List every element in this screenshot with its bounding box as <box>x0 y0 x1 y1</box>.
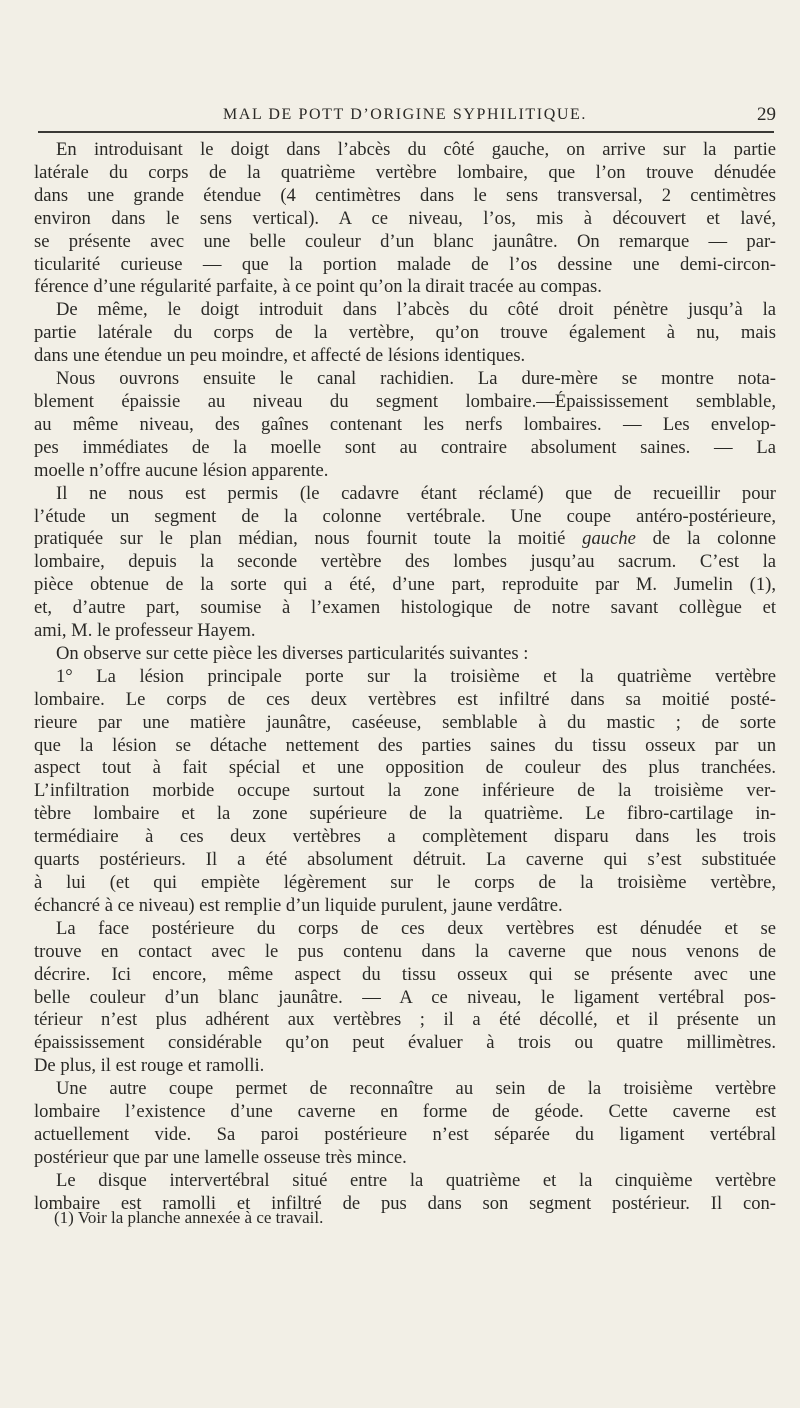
text-line: pièce obtenue de la sorte qui a été, d’une part, reproduite par M. Jumelin (1), <box>34 574 776 596</box>
text-line: que la lésion se détache nettement des parties saines du tissu osseux par un <box>34 734 776 756</box>
header-rule <box>38 131 774 133</box>
running-head-title: MAL DE POTT D’ORIGINE SYPHILITIQUE. <box>223 106 587 123</box>
text-line: actuellement vide. Sa paroi postérieure n’est séparée du ligament vertébral <box>34 1123 776 1145</box>
text-line: ticularité curieuse — que la portion malade de l’os dessine une demi-circon- <box>34 253 776 275</box>
text-line: à lui (et qui empiète légèrement sur le corps de la troisième vertèbre, <box>34 872 776 893</box>
text-line: Le disque intervertébral situé entre la quatrième et la cinquième vertèbre <box>56 1169 776 1191</box>
text-line: aspect tout à fait spécial et une opposition de couleur des plus tranchées. <box>34 757 776 779</box>
text-line: L’infiltration morbide occupe surtout la zone inférieure de la troisième ver- <box>34 780 776 802</box>
text-line: Nous ouvrons ensuite le canal rachidien. La dure-mère se montre nota- <box>56 368 776 390</box>
text-line: environ dans le sens vertical). A ce niveau, l’os, mis à découvert et lavé, <box>34 207 776 229</box>
page <box>34 0 776 1408</box>
text-line: lombaire l’existence d’une caverne en forme de géode. Cette caverne est <box>34 1101 776 1123</box>
running-head <box>34 104 776 126</box>
text-line: Il ne nous est permis (le cadavre étant réclamé) que de recueillir pour <box>56 482 776 504</box>
text-line: De plus, il est rouge et ramolli. <box>34 1055 265 1077</box>
text-line: échancré à ce niveau) est remplie d’un liquide purulent, jaune verdâtre. <box>34 894 563 916</box>
text-line: décrire. Ici encore, même aspect du tissu osseux qui se présente avec une <box>34 963 776 985</box>
text-line: Une autre coupe permet de reconnaître au sein de la troisième vertèbre <box>56 1078 776 1100</box>
text-line: On observe sur cette pièce les diverses particularités suivantes : <box>56 642 529 664</box>
text-line: ami, M. le professeur Hayem. <box>34 620 256 642</box>
text-line: latérale du corps de la quatrième vertèbre lombaire, que l’on trouve dénudée <box>34 161 776 183</box>
footnote: (1) Voir la planche annexée à ce travail. <box>54 1208 324 1227</box>
text-line: rieure par une matière jaunâtre, caséeuse, semblable à du mastic ; de sorte <box>34 711 776 733</box>
text-line: En introduisant le doigt dans l’abcès du côté gauche, on arrive sur la partie <box>56 139 776 160</box>
text-line: lombaire, depuis la seconde vertèbre des lombes jusqu’au sacrum. C’est la <box>34 551 776 573</box>
text-line: tèbre lombaire et la zone supérieure de la quatrième. Le fibro-cartilage in- <box>34 803 776 825</box>
text-line: se présente avec une belle couleur d’un blanc jaunâtre. On remarque — par- <box>34 230 776 252</box>
text-line: dans une étendue un peu moindre, et affecté de lésions identiques. <box>34 345 526 367</box>
text-line: La face postérieure du corps de ces deux vertèbres est dénudée et se <box>56 917 776 939</box>
text-line: 1° La lésion principale porte sur la troisième et la quatrième vertèbre <box>56 665 776 687</box>
body-text <box>34 139 776 1216</box>
text-line: l’étude un segment de la colonne vertébrale. Une coupe antéro-postérieure, <box>34 505 776 527</box>
text-line: lombaire. Le corps de ces deux vertèbres est infiltré dans sa moitié posté- <box>34 688 776 710</box>
text-line: pratiquée sur le plan médian, nous fournit toute la moitié gauche de la colonne <box>34 528 776 550</box>
text-line: De même, le doigt introduit dans l’abcès du côté droit pénètre jusqu’à la <box>56 299 776 321</box>
text-line: postérieur que par une lamelle osseuse très mince. <box>34 1146 407 1168</box>
text-line: épaississement considérable qu’on peut évaluer à trois ou quatre millimètres. <box>34 1032 776 1054</box>
text-line: lombaire est ramolli et infiltré de pus dans son segment postérieur. Il con- <box>34 1192 776 1214</box>
text-line: quarts postérieurs. Il a été absolument détruit. La caverne qui s’est substituée <box>34 849 776 871</box>
text-line: pes immédiates de la moelle sont au contraire absolument saines. — La <box>34 436 776 458</box>
text-line: belle couleur d’un blanc jaunâtre. — A ce niveau, le ligament vertébral pos- <box>34 986 776 1008</box>
text-line: férence d’une régularité parfaite, à ce point qu’on la dirait tracée au compas. <box>34 276 602 298</box>
text-line: blement épaissie au niveau du segment lombaire.—Épaississement semblable, <box>34 390 776 412</box>
text-line: térieur n’est plus adhérent aux vertèbres ; il a été décollé, et il présente un <box>34 1009 776 1031</box>
text-line: et, d’autre part, soumise à l’examen histologique de notre savant collègue et <box>34 597 776 619</box>
text-line: trouve en contact avec le pus contenu dans la caverne que nous venons de <box>34 940 776 962</box>
text-line: au même niveau, des gaînes contenant les nerfs lombaires. — Les envelop- <box>34 413 776 435</box>
text-line: termédiaire à ces deux vertèbres a complètement disparu dans les trois <box>34 826 776 848</box>
text-line: moelle n’offre aucune lésion apparente. <box>34 459 329 481</box>
text-line: dans une grande étendue (4 centimètres dans le sens transversal, 2 centimètres <box>34 184 776 206</box>
page-number: 29 <box>757 104 776 125</box>
text-line: partie latérale du corps de la vertèbre, qu’on trouve également à nu, mais <box>34 322 776 344</box>
